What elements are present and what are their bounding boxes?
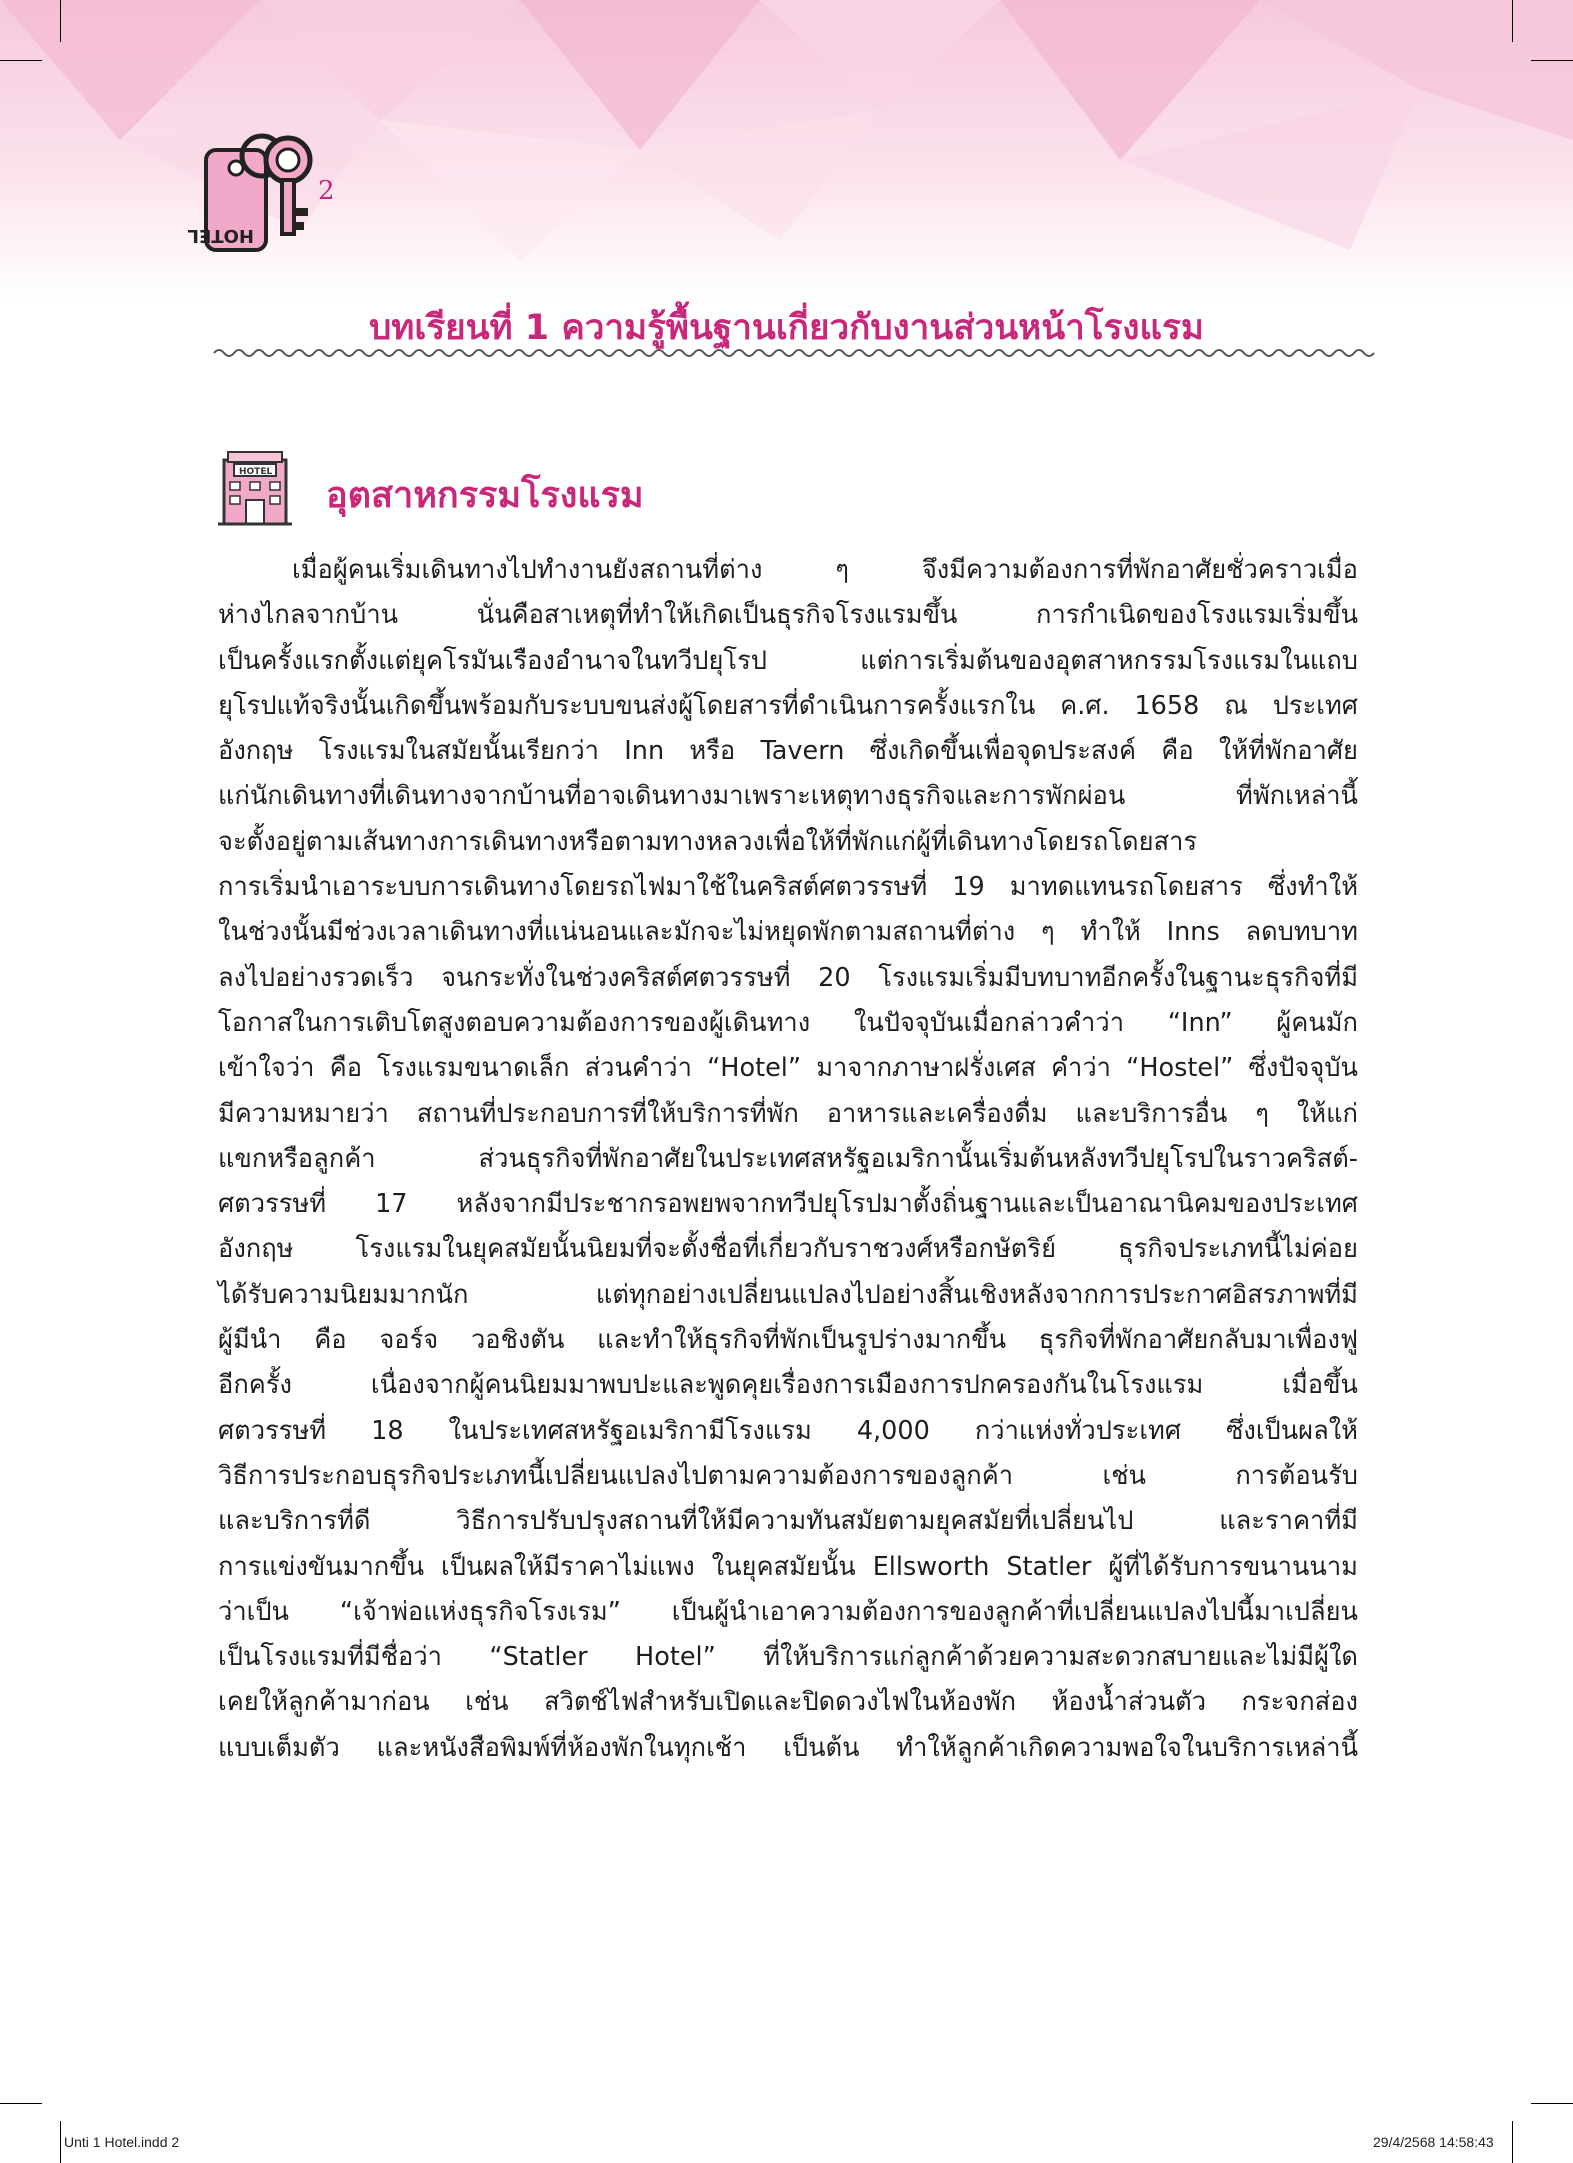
crop-mark [1512,0,1513,42]
text-line: แก่นักเดินทางที่เดินทางจากบ้านที่อาจเดินทางมาเพราะเหตุทางธุรกิจและการพักผ่อน ที่พักเหล่านี้ [218,781,1358,812]
text-line: แขกหรือลูกค้า ส่วนธุรกิจที่พักอาศัยในประเทศสหรัฐอเมริกานั้นเริ่มต้นหลังทวีปยุโรปในราวคริสต์- [218,1143,1358,1174]
svg-text:HOTEL: HOTEL [187,225,254,246]
text-line: และบริการที่ดี วิธีการปรับปรุงสถานที่ให้มีความทันสมัยตามยุคสมัยที่เปลี่ยนไป และราคาที่มี [218,1506,1358,1537]
text-line: ยุโรปแท้จริงนั้นเกิดขึ้นพร้อมกับระบบขนส่งผู้โดยสารที่ดำเนินการครั้งแรกใน ค.ศ. 1658 ณ ประเทศ [218,690,1358,721]
text-line: ผู้มีนำ คือ จอร์จ วอชิงตัน และทำให้ธุรกิจที่พักเป็นรูปร่างมากขึ้น ธุรกิจที่พักอาศัยกลับมาเพื่องฟู [218,1325,1358,1356]
svg-text:HOTEL: HOTEL [239,467,273,477]
text-line: การแข่งขันมากขึ้น เป็นผลให้มีราคาไม่แพง ในยุคสมัยนั้น Ellsworth Statler ผู้ที่ได้รับการขนานนาม [218,1551,1358,1582]
text-line: ในช่วงนั้นมีช่วงเวลาเดินทางที่แน่นอนและมักจะไม่หยุดพักตามสถานที่ต่าง ๆ ทำให้ Inns ลดบทบาท [218,917,1358,948]
lesson-title: บทเรียนที่ 1 ความรู้พื้นฐานเกี่ยวกับงานส่วนหน้าโรงแรม [369,308,1204,348]
text-line: ศตวรรษที่ 17 หลังจากมีประชากรอพยพจากทวีปยุโรปมาตั้งถิ่นฐานและเป็นอาณานิคมของประเทศ [218,1189,1358,1220]
crop-mark [60,0,61,42]
hotel-building-icon [218,446,292,526]
text-line: การเริ่มนำเอาระบบการเดินทางโดยรถไฟมาใช้ในคริสต์ศตวรรษที่ 19 มาทดแทนรถโดยสาร ซึ่งทำให้ [218,872,1358,903]
section-title: อุตสาหกรรมโรงแรม [326,475,644,516]
text-line: อีกครั้ง เนื่องจากผู้คนนิยมมาพบปะและพูดคุยเรื่องการเมืองการปกครองกันในโรงแรม เมื่อขึ้น [218,1370,1358,1401]
text-line: เข้าใจว่า คือ โรงแรมขนาดเล็ก ส่วนคำว่า “Hotel” มาจากภาษาฝรั่งเศส คำว่า “Hostel” ซึ่งปัจจุบัน [218,1053,1358,1084]
text-line: ลงไปอย่างรวดเร็ว จนกระทั่งในช่วงคริสต์ศตวรรษที่ 20 โรงแรมเริ่มมีบทบาทอีกครั้งในฐานะธุรกิจที่มี [218,962,1358,993]
text-line: จะตั้งอยู่ตามเส้นทางการเดินทางหรือตามทางหลวงเพื่อให้ที่พักแก่ผู้ที่เดินทางโดยรถโดยสาร [218,826,1198,857]
text-line: ว่าเป็น “เจ้าพ่อแห่งธุรกิจโรงเรม” เป็นผู้นำเอาความต้องการของลูกค้าที่เปลี่ยนแปลงไปนี้มาเปลี่ยน [218,1596,1358,1627]
text-line: เคยให้ลูกค้ามาก่อน เช่น สวิตช์ไฟสำหรับเปิดและปิดดวงไฟในห้องพัก ห้องน้ำส่วนตัว กระจกส่อง [218,1687,1358,1718]
text-line: ได้รับความนิยมมากนัก แต่ทุกอย่างเปลี่ยนแปลงไปอย่างสิ้นเชิงหลังจากการประกาศอิสรภาพที่มี [218,1279,1358,1310]
text-line: อังกฤษ โรงแรมในสมัยนั้นเรียกว่า Inn หรือ Tavern ซึ่งเกิดขึ้นเพื่อจุดประสงค์ คือ ให้ที่พักอาศัย [218,736,1358,767]
page-number: 2 [318,176,335,206]
footer-file-name: Unti 1 Hotel.indd 2 [64,2134,180,2150]
crop-mark [0,60,42,61]
text-line: เป็นโรงแรมที่มีชื่อว่า “Statler Hotel” ที่ให้บริการแก่ลูกค้าด้วยความสะดวกสบายและไม่มีผู้ใด [218,1642,1358,1673]
text-line: โอกาสในการเติบโตสูงตอบความต้องการของผู้เดินทาง ในปัจจุบันเมื่อกล่าวคำว่า “Inn” ผู้คนมัก [218,1007,1358,1038]
text-line: เมื่อผู้คนเริ่มเดินทางไปทำงานยังสถานที่ต่าง ๆ จึงมีความต้องการที่พักอาศัยชั่วคราวเมื่อ [292,555,1358,585]
text-line: มีความหมายว่า สถานที่ประกอบการที่ให้บริการที่พัก อาหารและเครื่องดื่ม และบริการอื่น ๆ ให้แก่ [218,1098,1358,1129]
text-line: ห่างไกลจากบ้าน นั่นคือสาเหตุที่ทำให้เกิดเป็นธุรกิจโรงแรมขึ้น การกำเนิดของโรงแรมเริ่มขึ้น [218,600,1358,631]
crop-mark [0,2103,42,2104]
wavy-divider [214,344,1374,362]
crop-mark [1531,2103,1573,2104]
body-paragraph [218,548,1358,1771]
crop-mark [60,2121,61,2163]
text-line: เป็นครั้งแรกตั้งแต่ยุคโรมันเรืองอำนาจในทวีปยุโรป แต่การเริ่มต้นของอุตสาหกรรมโรงแรมในแถบ [218,645,1358,676]
crop-mark [1531,60,1573,61]
text-line: ศตวรรษที่ 18 ในประเทศสหรัฐอเมริกามีโรงแรม 4,000 กว่าแห่งทั่วประเทศ ซึ่งเป็นผลให้ [218,1415,1358,1446]
text-line: อังกฤษ โรงแรมในยุคสมัยนั้นนิยมที่จะตั้งชื่อที่เกี่ยวกับราชวงศ์หรือกษัตริย์ ธุรกิจประเภทนี้ไม่ค่อย [218,1234,1358,1265]
text-line: แบบเต็มตัว และหนังสือพิมพ์ที่ห้องพักในทุกเช้า เป็นต้น ทำให้ลูกค้าเกิดความพอใจในบริการเหล่านี้ [218,1732,1358,1763]
text-line: วิธีการประกอบธุรกิจประเภทนี้เปลี่ยนแปลงไปตามความต้องการของลูกค้า เช่น การต้อนรับ [218,1460,1358,1491]
crop-mark [1512,2121,1513,2163]
footer-timestamp: 29/4/2568 14:58:43 [1373,2134,1494,2150]
